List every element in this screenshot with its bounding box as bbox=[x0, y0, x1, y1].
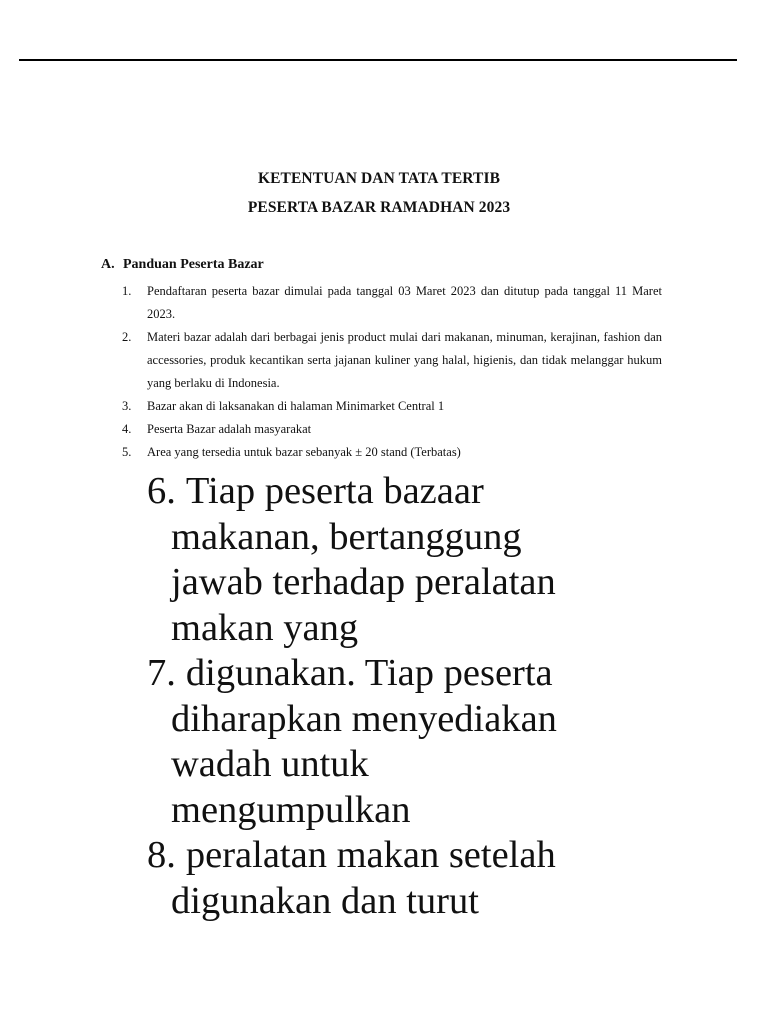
section-a-title: Panduan Peserta Bazar bbox=[123, 257, 264, 272]
enlarged-item-line: makanan, bertanggung bbox=[171, 515, 522, 558]
enlarged-list-item bbox=[147, 651, 707, 833]
enlarged-item-line: diharapkan menyediakan bbox=[171, 697, 557, 740]
list-item bbox=[122, 326, 662, 395]
list-item-text: Bazar akan di laksanakan di halaman Minimarket Central 1 bbox=[147, 399, 445, 413]
enlarged-item-line: Tiap peserta bazaar bbox=[185, 470, 484, 512]
enlarged-item-number: 8. bbox=[147, 834, 176, 876]
list-item-number: 5. bbox=[122, 445, 132, 459]
section-a-list bbox=[122, 280, 662, 464]
enlarged-item-line: makan yang bbox=[171, 606, 359, 649]
list-item-text: Pendaftaran peserta bazar dimulai pada tanggal 03 Maret 2023 dan ditutup pada tanggal 11 Maret 2023. bbox=[147, 284, 662, 321]
enlarged-item-number: 6. bbox=[147, 470, 176, 512]
list-item bbox=[122, 395, 662, 418]
document-title-line-1: KETENTUAN DAN TATA TERTIB bbox=[257, 170, 501, 187]
enlarged-item-number: 7. bbox=[147, 652, 176, 694]
enlarged-list-item bbox=[147, 469, 707, 651]
list-item-number: 1. bbox=[122, 284, 132, 298]
enlarged-item-line: jawab terhadap peralatan bbox=[171, 561, 556, 603]
list-item-text: Area yang tersedia untuk bazar sebanyak ± 20 stand (Terbatas) bbox=[147, 445, 461, 459]
list-item-text: Materi bazar adalah dari berbagai jenis product mulai dari makanan, minuman, kerajinan, fashion dan accessories, produk kecantikan serta jajanan kuliner yang halal, higienis, dan tidak melanggar hukum yang berlaku di Indonesia. bbox=[147, 330, 662, 390]
list-item-text: Peserta Bazar adalah masyarakat bbox=[147, 422, 312, 436]
section-a-heading bbox=[101, 257, 264, 273]
enlarged-item-line: digunakan. Tiap peserta bbox=[185, 652, 553, 694]
list-item-number: 4. bbox=[122, 422, 132, 436]
enlarged-list-item bbox=[147, 833, 707, 924]
list-item bbox=[122, 441, 662, 464]
enlarged-item-line: peralatan makan setelah bbox=[185, 834, 556, 876]
document-title-line-2: PESERTA BAZAR RAMADHAN 2023 bbox=[247, 199, 511, 216]
list-item bbox=[122, 418, 662, 441]
list-item-number: 2. bbox=[122, 330, 132, 344]
enlarged-item-line: wadah untuk bbox=[171, 743, 369, 785]
top-divider-line bbox=[19, 59, 737, 61]
list-item bbox=[122, 280, 662, 326]
enlarged-list bbox=[147, 469, 707, 924]
list-item-number: 3. bbox=[122, 399, 132, 413]
enlarged-item-line: digunakan dan turut bbox=[171, 879, 479, 922]
enlarged-item-line: mengumpulkan bbox=[171, 788, 411, 831]
section-a-letter: A. bbox=[101, 257, 115, 272]
